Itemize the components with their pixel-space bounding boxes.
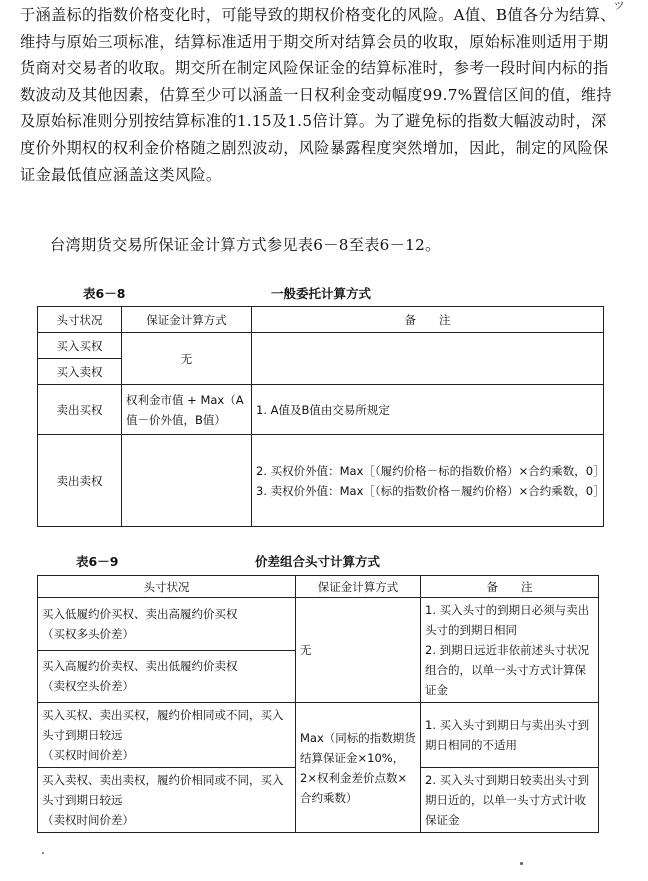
table2-cell-position (38, 768, 296, 833)
table1-cell-position: 买入买权 (38, 333, 122, 359)
table2-cell-position (38, 650, 296, 703)
table1-cell-position: 买入卖权 (38, 359, 122, 385)
table2-cell-note-b2: 2. 买入头寸到期日较卖出头寸到期日近的，以单一头寸方式计收保证金 (421, 768, 599, 833)
table2-cell-margin-a: 无 (296, 598, 421, 703)
table2-cell-note-a: 1. 买入头寸的到期日必须与卖出头寸的到期日相同 2. 到期日远近非依前述头寸状况组合的，以单一头寸方式计算保证金 (421, 598, 599, 703)
table1-note-put-otm: 3. 卖权价外值：Max［（标的指数价格－履约价格）×合约乘数，0］ (256, 483, 605, 498)
table1-header-margin: 保证金计算方式 (122, 307, 252, 333)
table2-header-position: 头寸状况 (38, 576, 296, 598)
table2-position-sub: （卖权时间价差） (42, 813, 134, 827)
table1-cell-margin: 权利金市值 + Max（A值－价外值，B值） (122, 385, 252, 435)
table1-cell-position: 卖出买权 (38, 385, 122, 435)
table1-header-note: 备 注 (252, 307, 604, 333)
table1-label: 表6－8 (83, 286, 126, 301)
table2-position-text: 买入高履约价卖权、卖出低履约价卖权 (42, 659, 238, 674)
table2-position-sub: （卖权空头价差） (42, 679, 134, 694)
table2-header-note: 备 注 (421, 576, 599, 598)
scan-speck (42, 852, 44, 854)
body-paragraph-2: 台湾期货交易所保证金计算方式参见表6－8至表6－12。 (50, 236, 441, 254)
table2-position-text: 买入卖权、卖出卖权，履约价相同或不同，买入头寸到期日较远 (42, 773, 284, 807)
table2-position-text: 买入买权、卖出买权，履约价相同或不同，买入头寸到期日较远 (42, 708, 284, 742)
table1-title: 一般委托计算方式 (271, 286, 372, 301)
scan-speck (520, 862, 523, 865)
table2-header-margin: 保证金计算方式 (296, 576, 421, 598)
table-6-8 (37, 306, 604, 527)
table2-cell-position (38, 703, 296, 768)
table1-note-call-otm: 2. 买权价外值：Max［（履约价格－标的指数价格）×合约乘数，0］ (256, 463, 605, 478)
table2-label: 表6－9 (76, 554, 119, 569)
table2-cell-position (38, 598, 296, 651)
table2-cell-note-b1: 1. 买入头寸到期日与卖出头寸到期日相同的不适用 (421, 703, 599, 768)
table2-cell-margin-b: Max（同标的指数期货结算保证金×10%，2×权利金差价点数×合约乘数） (296, 703, 421, 833)
table1-cell-margin-empty (122, 435, 252, 527)
table2-title: 价差组合头寸计算方式 (255, 554, 381, 569)
table1-header-position: 头寸状况 (38, 307, 122, 333)
table1-cell-note: 1. A值及B值由交易所规定 (252, 385, 604, 435)
table1-cell-margin-shared: 无 (122, 333, 252, 385)
table2-position-text: 买入低履约价买权、卖出高履约价买权 (42, 606, 238, 621)
table-6-9 (37, 575, 599, 833)
table2-position-sub: （买权时间价差） (42, 748, 134, 762)
corner-mark: ッ (612, 0, 626, 13)
table1-cell-note (252, 435, 604, 527)
body-paragraph-1: 于涵盖标的指数价格变化时，可能导致的期权价格变化的风险。A值、B值各分为结算、维持与原始三项标准，结算标准适用于期交所对结算会员的收取，原始标准则适用于期货商对交易者的收取。期交所在制定风险保证金的结算标准时，参考一段时间内标的指数波动及其他因素，估算至少可以涵盖一日权利金变动幅度99.7%置信区间的值，维持及原始标准则分别按结算标准的1.15及1.5倍计算。为了避免标的指数大幅波动时，深度价外期权的权利金价格随之剧烈波动，风险暴露程度突然增加，因此，制定的风险保证金最低值应涵盖这类风险。 (20, 6, 616, 184)
table1-cell-note-empty (252, 333, 604, 385)
table1-cell-position: 卖出卖权 (38, 435, 122, 527)
table2-position-sub: （买权多头价差） (42, 626, 134, 641)
